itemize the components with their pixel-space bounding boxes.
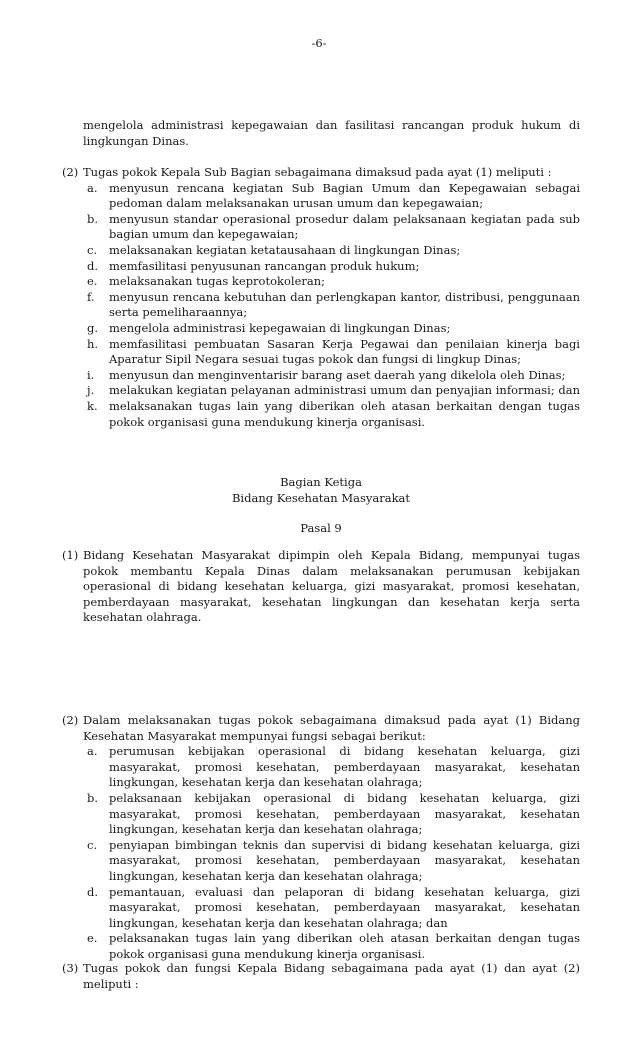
- list-item: [62, 791, 580, 838]
- list-item: [62, 838, 580, 885]
- pasal9-paragraph-2: [62, 713, 580, 963]
- list-text: menyusun rencana kegiatan Sub Bagian Umum dan Kepegawaian sebagai pedoman dalam melaksanakan urusan umum dan kepegawaian;: [109, 180, 580, 211]
- list-letter: c.: [87, 242, 98, 257]
- list-text: memfasilitasi pembuatan Sasaran Kerja Pegawai dan penilaian kinerja bagi Aparatur Sipil Negara sesuai tugas pokok dan fungsi di lingkup Dinas;: [109, 336, 580, 367]
- list-text: mengelola administrasi kepegawaian di lingkungan Dinas;: [109, 320, 451, 335]
- paragraph-2: [62, 713, 580, 744]
- paragraph-text: Tugas pokok dan fungsi Kepala Bidang sebagaimana pada ayat (1) dan ayat (2) meliputi :: [83, 961, 580, 991]
- list-text: menyusun rencana kebutuhan dan perlengkapan kantor, distribusi, penggunaan serta pemeliharaannya;: [109, 289, 580, 320]
- list-letter: d.: [87, 258, 99, 273]
- pasal9-paragraph-3: [62, 961, 580, 992]
- list-item: [62, 931, 580, 962]
- list-item: [62, 212, 580, 243]
- list-text: pelaksanakan tugas lain yang diberikan oleh atasan berkaitan dengan tugas pokok organisasi guna mendukung kinerja organisasi.: [109, 931, 580, 961]
- paragraph-text: Dalam melaksanakan tugas pokok sebagaimana dimaksud pada ayat (1) Bidang Kesehatan Masyarakat mempunyai fungsi sebagai berikut:: [83, 713, 580, 743]
- continuation-text: mengelola administrasi kepegawaian dan fasilitasi rancangan produk hukum di lingkungan Dinas.: [83, 118, 580, 148]
- list-text: melaksanakan kegiatan ketatausahaan di lingkungan Dinas;: [109, 242, 461, 257]
- list-text: pemantauan, evaluasi dan pelaporan di bidang kesehatan keluarga, gizi masyarakat, promosi kesehatan, pemberdayaan masyarakat, kesehatan lingkungan, kesehatan kerja dan kesehatan olahraga; dan: [109, 884, 580, 930]
- list-item: [62, 181, 580, 212]
- list-text: menyusun dan menginventarisir barang aset daerah yang dikelola oleh Dinas;: [109, 367, 566, 382]
- list-item: [62, 744, 580, 791]
- paragraph-number: (2): [62, 165, 79, 179]
- pasal9-paragraph-1: [62, 548, 580, 626]
- list-text: pelaksanaan kebijakan operasional di bidang kesehatan keluarga, gizi masyarakat, promosi kesehatan, pemberdayaan masyarakat, kesehatan lingkungan, kesehatan kerja dan kesehatan olahraga;: [109, 790, 580, 837]
- list-item: [62, 399, 580, 430]
- list-letter: k.: [87, 398, 98, 413]
- paragraph-text: Bidang Kesehatan Masyarakat dipimpin oleh Kepala Bidang, mempunyai tugas pokok membantu Kepala Dinas dalam melaksanakan perumusan kebijakan operasional di bidang kesehatan keluarga, gizi masyarakat, promosi kesehatan, pemberdayaan masyarakat, kesehatan lingkungan dan kesehatan kerja serta kesehatan olahraga.: [83, 548, 580, 625]
- paragraph-2: [62, 165, 580, 181]
- list-letter: e.: [87, 931, 98, 946]
- page-number: -6-: [311, 36, 327, 50]
- list-letter: a.: [87, 744, 98, 759]
- list-item: [62, 259, 580, 275]
- paragraph-1: [62, 548, 580, 626]
- section-title-heading: Bidang Kesehatan Masyarakat: [231, 491, 411, 505]
- list-letter: j.: [87, 383, 95, 398]
- list-text: menyusun standar operasional prosedur dalam pelaksanaan kegiatan pada sub bagian umum dan kepegawaian;: [109, 211, 580, 242]
- paragraph-number: (1): [62, 548, 79, 562]
- list-letter: d.: [87, 884, 99, 899]
- paragraph-text: Tugas pokok Kepala Sub Bagian sebagaimana dimaksud pada ayat (1) meliputi :: [83, 165, 552, 179]
- list-item: [62, 321, 580, 337]
- continuation-block: [62, 118, 580, 149]
- list-text: melaksanakan tugas lain yang diberikan oleh atasan berkaitan dengan tugas pokok organisasi guna mendukung kinerja organisasi.: [109, 398, 580, 429]
- paragraph-3: [62, 961, 580, 992]
- list-item: [62, 885, 580, 932]
- list-text: melakukan kegiatan pelayanan administrasi umum dan penyajian informasi; dan: [109, 383, 580, 398]
- list-text: melaksanakan tugas keprotokoleran;: [109, 274, 326, 289]
- list-text: memfasilitasi penyusunan rancangan produk hukum;: [109, 258, 420, 273]
- subbagian-duties-list: [62, 181, 580, 431]
- list-letter: a.: [87, 180, 98, 195]
- list-letter: c.: [87, 837, 98, 852]
- list-letter: e.: [87, 274, 98, 289]
- section-part-heading: Bagian Ketiga: [280, 475, 362, 489]
- list-letter: g.: [87, 320, 99, 335]
- paragraph-number: (2): [62, 713, 79, 727]
- list-item: [62, 274, 580, 290]
- subbagian-duties-paragraph: [62, 165, 580, 430]
- list-letter: f.: [87, 289, 95, 304]
- list-letter: b.: [87, 211, 99, 226]
- list-item: [62, 290, 580, 321]
- list-item: [62, 383, 580, 399]
- list-item: [62, 368, 580, 384]
- article-heading: Pasal 9: [300, 521, 342, 535]
- list-item: [62, 243, 580, 259]
- list-letter: i.: [87, 367, 95, 382]
- list-letter: h.: [87, 336, 99, 351]
- bidang-functions-list: [62, 744, 580, 962]
- list-item: [62, 337, 580, 368]
- paragraph-number: (3): [62, 961, 79, 975]
- list-text: perumusan kebijakan operasional di bidang kesehatan keluarga, gizi masyarakat, promosi kesehatan, pemberdayaan masyarakat, kesehatan lingkungan, kesehatan kerja dan kesehatan olahraga;: [109, 744, 580, 790]
- list-text: penyiapan bimbingan teknis dan supervisi di bidang kesehatan keluarga, gizi masyarakat, promosi kesehatan, pemberdayaan masyarakat, kesehatan lingkungan, kesehatan kerja dan kesehatan olahraga;: [109, 837, 580, 883]
- list-letter: b.: [87, 790, 99, 805]
